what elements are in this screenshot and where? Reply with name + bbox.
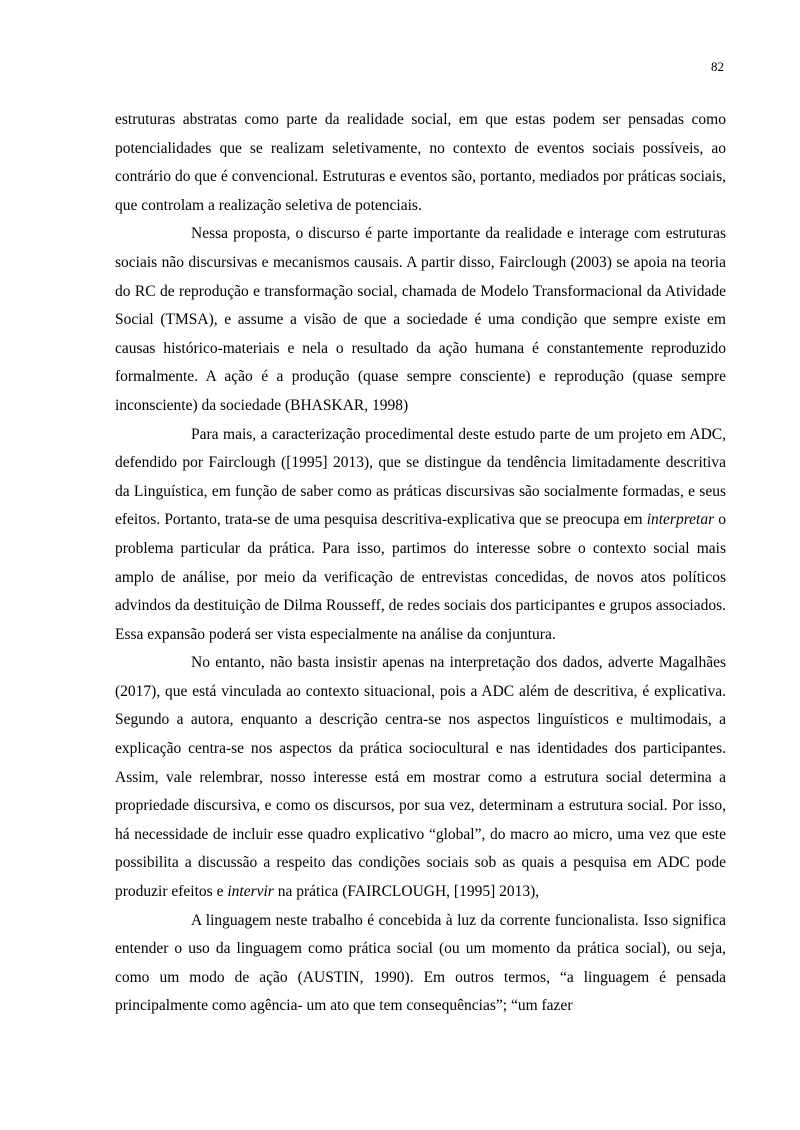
text-run: A linguagem neste trabalho é concebida à luz da corrente funcionalista. Isso significa entender o uso da linguagem como prática social (ou um momento da prática social), ou seja, como um modo de ação (AUSTIN, 1990). Em outros termos, “a linguagem é pensada principalmente como agência- um ato que tem consequências”; “um fazer (115, 911, 726, 1015)
text-run: Nessa proposta, o discurso é parte importante da realidade e interage com estruturas sociais não discursivas e mecanismos causais. A partir disso, Fairclough (2003) se apoia na teoria do RC de reprodução e transformação social, chamada de Modelo Transformacional da Atividade Social (TMSA), e assume a visão de que a sociedade é uma condição que sempre existe em causas histórico-materiais e nela o resultado da ação humana é constantemente reproduzido formalmente. A ação é a produção (quase sempre consciente) e reprodução (quase sempre inconsciente) da sociedade (BHASKAR, 1998) (115, 225, 726, 414)
paragraph (115, 649, 726, 906)
paragraph (115, 907, 726, 1021)
italic-text-run: intervir (227, 883, 274, 901)
page-number: 82 (711, 59, 724, 74)
italic-text-run: interpretar (646, 511, 715, 529)
paragraph (115, 220, 726, 420)
text-run: o problema particular da prática. Para isso, partimos do interesse sobre o contexto social mais amplo de análise, por meio da verificação de entrevistas concedidas, de novos atos políticos advindos da destituição de Dilma Rousseff, de redes sociais dos participantes e grupos associados. Essa expansão poderá ser vista especialmente na análise da conjuntura. (115, 511, 727, 643)
text-run: Para mais, a caracterização procedimental deste estudo parte de um projeto em ADC, defendido por Fairclough ([1995] 2013), que se distingue da tendência limitadamente descritiva da Linguística, em função de saber como as práticas discursivas são socialmente formadas, e seus efeitos. Portanto, trata-se de uma pesquisa descritiva-explicativa que se preocupa em (115, 425, 726, 529)
document-body (115, 106, 726, 1021)
text-run: na prática (FAIRCLOUGH, [1995] 2013), (273, 883, 540, 901)
text-run: estruturas abstratas como parte da realidade social, em que estas podem ser pensadas como potencialidades que se realizam seletivamente, no contexto de eventos sociais possíveis, ao contrário do que é convencional. Estruturas e eventos são, portanto, mediados por práticas sociais, que controlam a realização seletiva de potenciais. (115, 111, 726, 214)
paragraph (115, 106, 726, 220)
text-run: No entanto, não basta insistir apenas na interpretação dos dados, adverte Magalhães (2017), que está vinculada ao contexto situacional, pois a ADC além de descritiva, é explicativa. Segundo a autora, enquanto a descrição centra-se nos aspectos linguísticos e multimodais, a explicação centra-se nos aspectos da prática sociocultural e nas identidades dos participantes. Assim, vale relembrar, nosso interesse está em mostrar como a estrutura social determina a propriedade discursiva, e como os discursos, por sua vez, determinam a estrutura social. Por isso, há necessidade de incluir esse quadro explicativo “global”, do macro ao micro, uma vez que este possibilita a discussão a respeito das condições sociais sob as quais a pesquisa em ADC pode produzir efeitos e (115, 654, 726, 901)
paragraph (115, 421, 726, 650)
